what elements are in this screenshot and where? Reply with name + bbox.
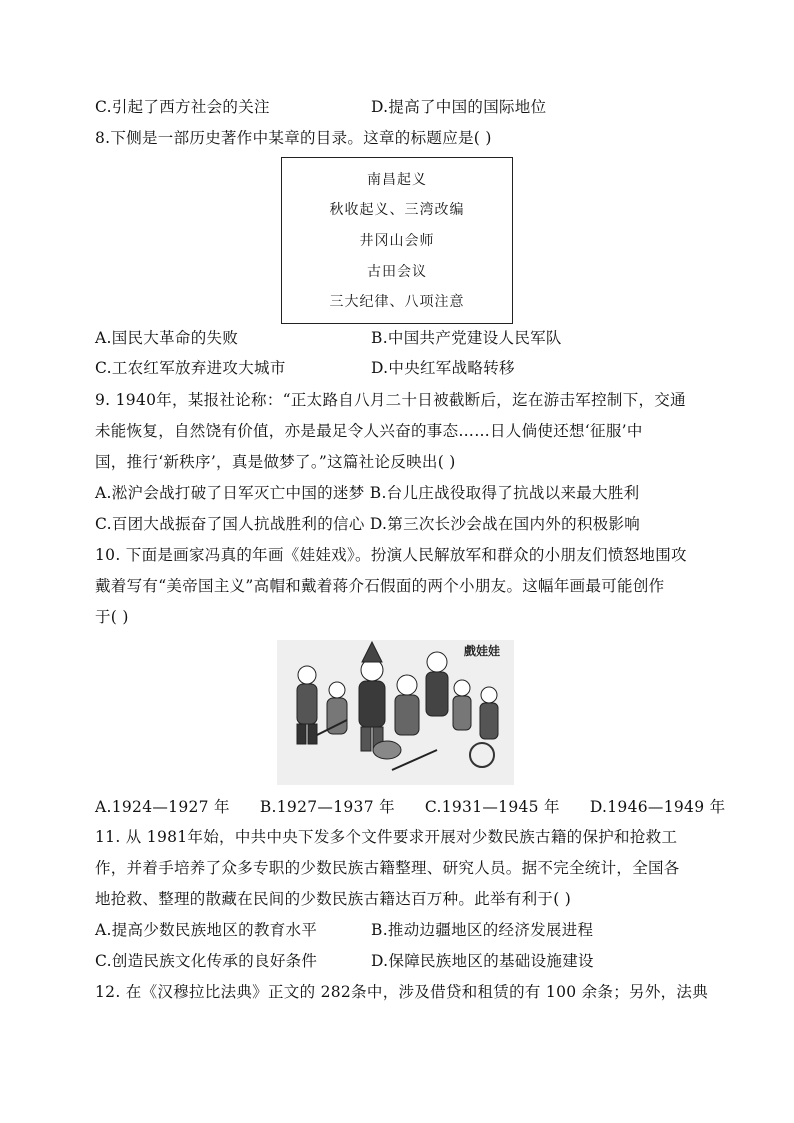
q8-options-row-2	[95, 358, 705, 378]
q11-stem-line-1: 11. 从 1981年始，中共中央下发多个文件要求开展对少数民族古籍的保护和抢救工	[95, 828, 678, 846]
q11-option-a: A.提高少数民族地区的教育水平	[95, 921, 318, 939]
q10-stem-line-1: 10. 下面是画家冯真的年画《娃娃戏》。扮演人民解放军和群众的小朋友们愤怒地围攻	[95, 546, 687, 564]
q10-option-c: C.1931—1945 年	[424, 798, 560, 816]
q8-options-row-1	[95, 328, 705, 348]
toc-item-3: 井冈山会师	[359, 233, 435, 249]
q11-option-b: B.推动边疆地区的经济发展进程	[371, 921, 594, 939]
q10-option-a: A.1924—1927 年	[95, 798, 230, 816]
q8-stem: 8.下侧是一部历史著作中某章的目录。这章的标题应是( )	[95, 129, 492, 147]
q10-options-row	[95, 797, 726, 817]
q9-stem-line-3: 国，推行‘新秩序’，真是做梦了。”这篇社论反映出( )	[95, 453, 456, 471]
q7-option-c: C.引起了西方社会的关注	[95, 98, 270, 116]
q10-stem-line-2: 戴着写有“美帝国主义”高帽和戴着蒋介石假面的两个小朋友。这幅年画最可能创作	[95, 577, 665, 595]
toc-item-1: 南昌起义	[367, 172, 427, 188]
q11-stem-line-2: 作，并着手培养了众多专职的少数民族古籍整理、研究人员。据不完全统计，全国各	[95, 859, 680, 877]
q9-option-a: A.淞沪会战打破了日军灭亡中国的迷梦	[95, 484, 365, 502]
picture-title: 戲娃娃	[463, 644, 500, 658]
q8-option-d: D.中央红军战略转移	[371, 359, 515, 377]
q11-option-c: C.创造民族文化传承的良好条件	[95, 952, 318, 970]
q10-option-b: B.1927—1937 年	[259, 798, 395, 816]
q9-stem-line-2: 未能恢复，自然饶有价值，亦是最足令人兴奋的事态……日人倘使还想‘征服’中	[95, 422, 643, 440]
q8-option-c: C.工农红军放弃进攻大城市	[95, 359, 286, 377]
q10-stem-line-3: 于( )	[95, 608, 129, 626]
q10-option-d: D.1946—1949 年	[589, 798, 726, 816]
nianhua-illustration	[277, 640, 514, 785]
q12-stem-line-1: 12. 在《汉穆拉比法典》正文的 282条中，涉及借贷和租赁的有 100 余条；另外，法典	[95, 983, 709, 1001]
q8-toc-box	[281, 157, 513, 324]
toc-item-4: 古田会议	[367, 264, 427, 280]
nianhua-picture	[277, 640, 514, 785]
q9-options-row-1	[95, 483, 705, 503]
q9-option-c: C.百团大战振奋了国人抗战胜利的信心	[95, 515, 365, 533]
q11-option-d: D.保障民族地区的基础设施建设	[371, 952, 594, 970]
q11-options-row-2	[95, 951, 705, 971]
q8-option-a: A.国民大革命的失败	[95, 329, 239, 347]
q9-option-d: D.第三次长沙会战在国内外的积极影响	[369, 515, 641, 533]
q9-options-row-2	[95, 514, 705, 534]
q7-option-d: D.提高了中国的国际地位	[371, 98, 547, 116]
q11-stem-line-3: 地抢救、整理的散藏在民间的少数民族古籍达百万种。此举有利于( )	[95, 890, 572, 908]
toc-item-5: 三大纪律、八项注意	[329, 294, 465, 310]
q9-stem-line-1: 9. 1940年，某报社论称：“正太路自八月二十日被截断后，迄在游击军控制下，交通	[95, 391, 686, 409]
q9-option-b: B.台儿庄战役取得了抗战以来最大胜利	[369, 484, 640, 502]
q8-option-b: B.中国共产党建设人民军队	[371, 329, 562, 347]
q11-options-row-1	[95, 920, 705, 940]
q7-options-row	[95, 97, 705, 117]
toc-item-2: 秋收起义、三湾改编	[329, 202, 465, 218]
